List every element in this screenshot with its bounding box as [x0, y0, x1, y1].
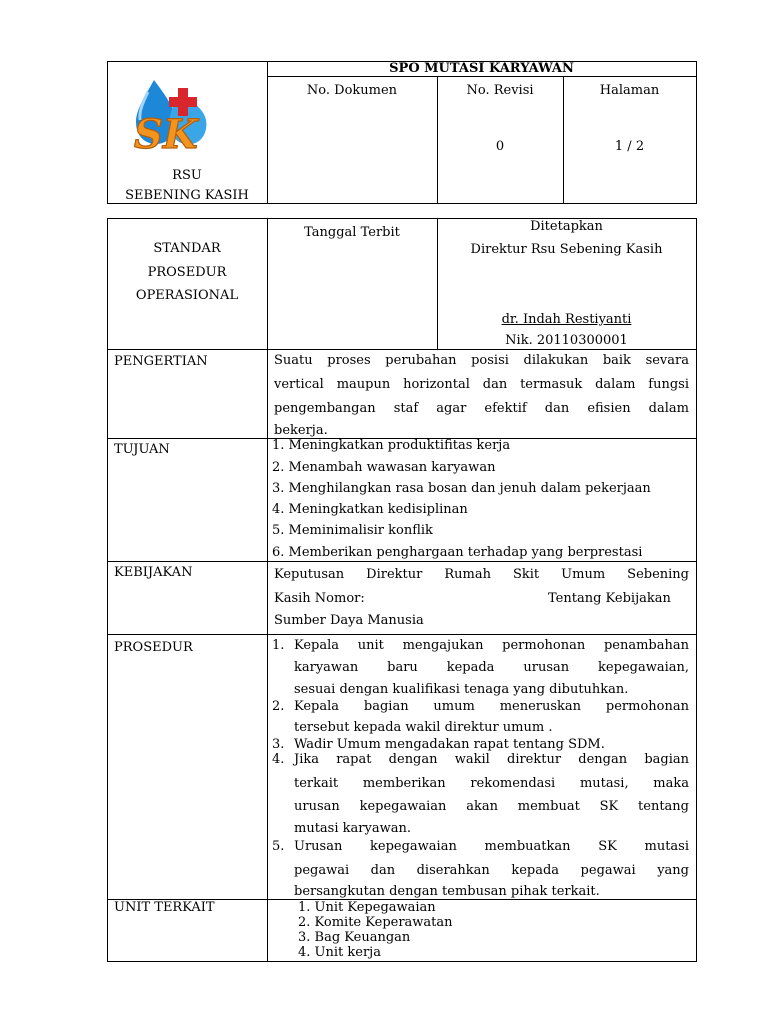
director-nik: Nik. 20110300001	[505, 333, 628, 348]
kebijakan-line: Sumber Daya Manusia	[274, 613, 424, 628]
prosedur-line: bersangkutan dengan tembusan pihak terkait.	[294, 884, 600, 899]
prosedur-line: Kepala bagian umum meneruskan permohonan	[294, 699, 689, 714]
org-name-line1: RSU	[172, 168, 202, 183]
rule	[107, 561, 696, 562]
unit-item: 4. Unit kerja	[298, 945, 381, 960]
logo-text: SK	[134, 111, 198, 158]
rule	[267, 218, 268, 962]
pengertian-line: vertical maupun horizontal dan termasuk dalam fungsi	[274, 377, 689, 392]
prosedur-line: Jika rapat dengan wakil direktur dengan bagian	[294, 752, 689, 767]
revision-header: No. Revisi	[466, 83, 534, 98]
rule	[696, 61, 697, 204]
prosedur-line: terkait memberikan rekomendasi mutasi, maka	[294, 776, 689, 791]
revision-value: 0	[495, 139, 505, 154]
director-name: dr. Indah Restiyanti	[501, 312, 632, 327]
tujuan-item: 1. Meningkatkan produktifitas kerja	[272, 438, 511, 453]
tujuan-item: 6. Memberikan penghargaan terhadap yang berprestasi	[272, 545, 643, 560]
prosedur-line: Kepala unit mengajukan permohonan penambahan	[294, 638, 689, 653]
prosedur-line: mutasi karyawan.	[294, 821, 411, 836]
prosedur-number: 3.	[272, 737, 285, 752]
prosedur-line: pegawai dan diserahkan kepada pegawai yang	[294, 863, 689, 878]
kebijakan-label: KEBIJAKAN	[114, 565, 193, 580]
page-value: 1 / 2	[614, 139, 645, 154]
issue-date-label: Tanggal Terbit	[304, 225, 400, 240]
kebijakan-line: Tentang Kebijakan	[548, 591, 671, 606]
prosedur-label: PROSEDUR	[114, 640, 193, 655]
unit-item: 2. Komite Keperawatan	[298, 915, 453, 930]
tujuan-item: 3. Menghilangkan rasa bosan dan jenuh dalam pekerjaan	[272, 481, 651, 496]
set-by-label: Ditetapkan	[530, 219, 603, 234]
prosedur-line: urusan kepegawaian akan membuat SK tentang	[294, 799, 689, 814]
prosedur-line: tersebut kepada wakil direktur umum .	[294, 720, 553, 735]
hospital-logo	[130, 74, 214, 166]
rule	[107, 961, 696, 962]
pengertian-label: PENGERTIAN	[114, 354, 208, 369]
unit-terkait-label: UNIT TERKAIT	[114, 900, 215, 915]
pengertian-line: bekerja.	[274, 423, 328, 438]
prosedur-line: Urusan kepegawaian membuatkan SK mutasi	[294, 839, 689, 854]
page-header: Halaman	[599, 83, 660, 98]
prosedur-line: karyawan baru kepada urusan kepegawaian,	[294, 660, 689, 675]
prosedur-line: sesuai dengan kualifikasi tenaga yang dibutuhkan.	[294, 682, 629, 697]
prosedur-number: 1.	[272, 638, 285, 653]
rule	[696, 218, 697, 962]
spo-label-line3: OPERASIONAL	[135, 288, 239, 303]
tujuan-item: 5. Meminimalisir konflik	[272, 523, 433, 538]
rule	[107, 218, 108, 962]
prosedur-number: 2.	[272, 699, 285, 714]
rule	[437, 218, 438, 350]
prosedur-number: 4.	[272, 752, 285, 767]
tujuan-item: 2. Menambah wawasan karyawan	[272, 460, 496, 475]
pengertian-line: pengembangan staf agar efektif dan efisien dalam	[274, 401, 689, 416]
spo-label-line1: STANDAR	[153, 241, 221, 256]
tujuan-item: 4. Meningkatkan kedisiplinan	[272, 502, 468, 517]
kebijakan-line: Keputusan Direktur Rumah Skit Umum Sebening	[274, 567, 689, 582]
pengertian-line: Suatu proses perubahan posisi dilakukan baik sevara	[274, 353, 689, 368]
spo-label-line2: PROSEDUR	[147, 265, 227, 280]
prosedur-number: 5.	[272, 839, 285, 854]
unit-item: 1. Unit Kepegawaian	[298, 900, 436, 915]
doc-number-header: No. Dokumen	[306, 83, 398, 98]
unit-item: 3. Bag Keuangan	[298, 930, 411, 945]
director-title: Direktur Rsu Sebening Kasih	[470, 242, 663, 257]
document-title: SPO MUTASI KARYAWAN	[389, 61, 574, 76]
prosedur-line: Wadir Umum mengadakan rapat tentang SDM.	[294, 737, 605, 752]
org-name-line2: SEBENING KASIH	[125, 188, 249, 203]
tujuan-label: TUJUAN	[114, 442, 170, 457]
kebijakan-line: Kasih Nomor:	[274, 591, 365, 606]
